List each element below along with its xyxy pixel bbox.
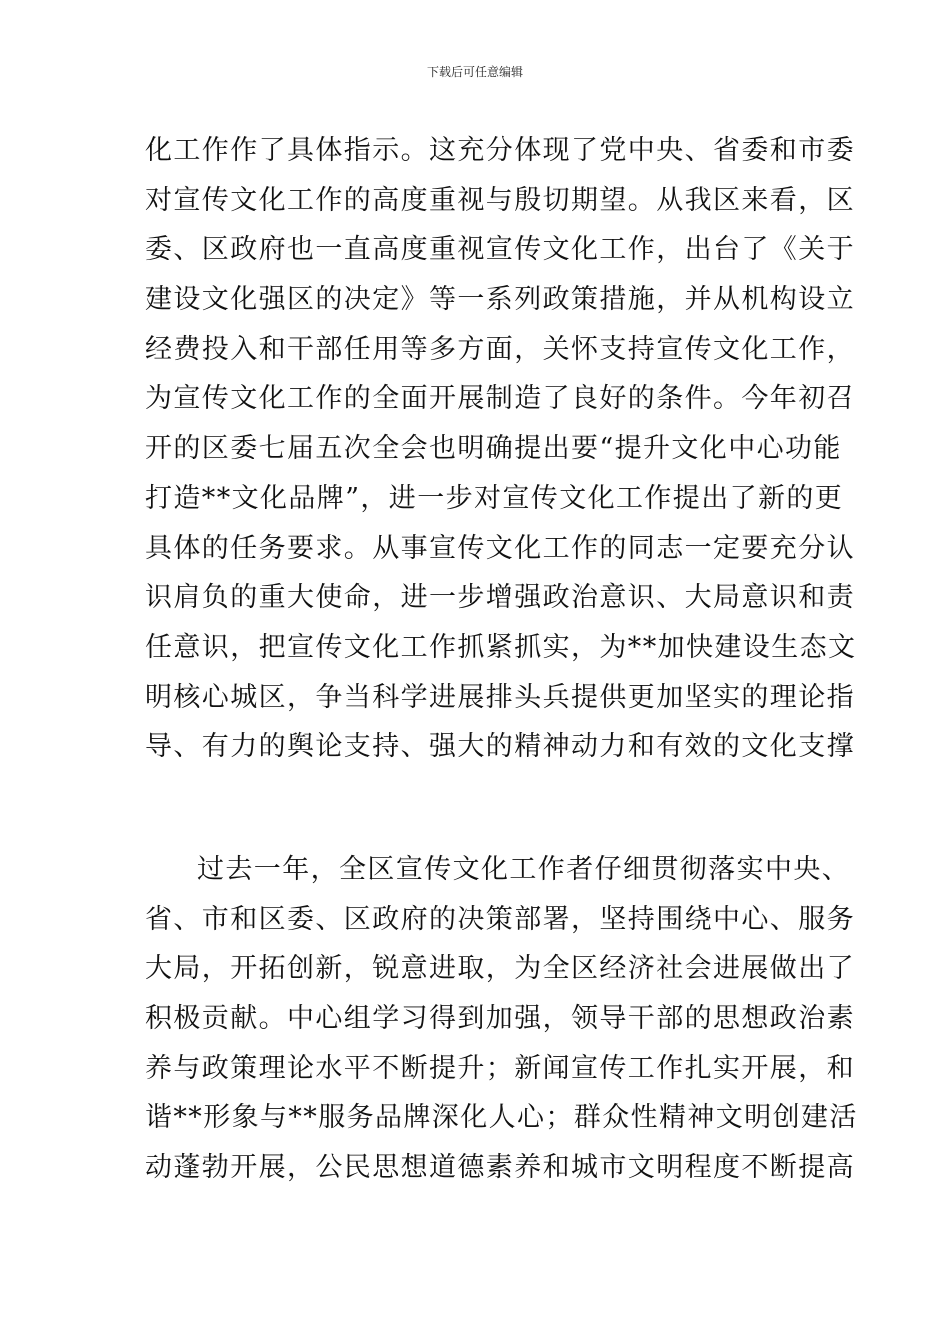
text-line: 识肩负的重大使命，进一步增强政治意识、大局意识和责 (145, 582, 855, 614)
text-line: 委、区政府也一直高度重视宣传文化工作，出台了《关于 (145, 234, 855, 266)
text-line: 过去一年，全区宣传文化工作者仔细贯彻落实中央、 (197, 854, 851, 885)
text-line: 任意识，把宣传文化工作抓紧抓实，为**加快建设生态文 (145, 631, 857, 663)
text-line: 养与政策理论水平不断提升；新闻宣传工作扎实开展，和 (145, 1052, 855, 1084)
text-line: 经费投入和干部任用等多方面，关怀支持宣传文化工作， (145, 333, 855, 365)
text-line: 具体的任务要求。从事宣传文化工作的同志一定要充分认 (145, 532, 855, 564)
text-line: 建设文化强区的决定》等一系列政策措施，并从机构设立 (145, 284, 855, 316)
text-line: 开的区委七届五次全会也明确提出要“提升文化中心功能 (145, 433, 842, 465)
text-line: 省、市和区委、区政府的决策部署，坚持围绕中心、服务 (145, 903, 855, 935)
text-line: 导、有力的舆论支持、强大的精神动力和有效的文化支撑 (145, 731, 855, 763)
text-line: 动蓬勃开展，公民思想道德素养和城市文明程度不断提高 (145, 1152, 855, 1184)
text-line: 积极贡献。中心组学习得到加强，领导干部的思想政治素 (145, 1003, 855, 1035)
text-line: 大局，开拓创新，锐意进取，为全区经济社会进展做出了 (145, 953, 855, 985)
text-line: 化工作作了具体指示。这充分体现了党中央、省委和市委 (145, 135, 855, 166)
paragraph-1 (145, 126, 857, 772)
paragraph-2 (145, 845, 858, 1193)
text-line: 明核心城区，争当科学进展排头兵提供更加坚实的理论指 (145, 681, 855, 713)
text-line: 对宣传文化工作的高度重视与殷切期望。从我区来看，区 (145, 184, 855, 216)
page-header: 下载后可任意编辑 (426, 65, 523, 79)
text-line: 谐**形象与**服务品牌深化人心；群众性精神文明创建活 (145, 1102, 858, 1134)
text-line: 为宣传文化工作的全面开展制造了良好的条件。今年初召 (145, 383, 855, 415)
text-line: 打造**文化品牌”，进一步对宣传文化工作提出了新的更 (145, 482, 844, 514)
